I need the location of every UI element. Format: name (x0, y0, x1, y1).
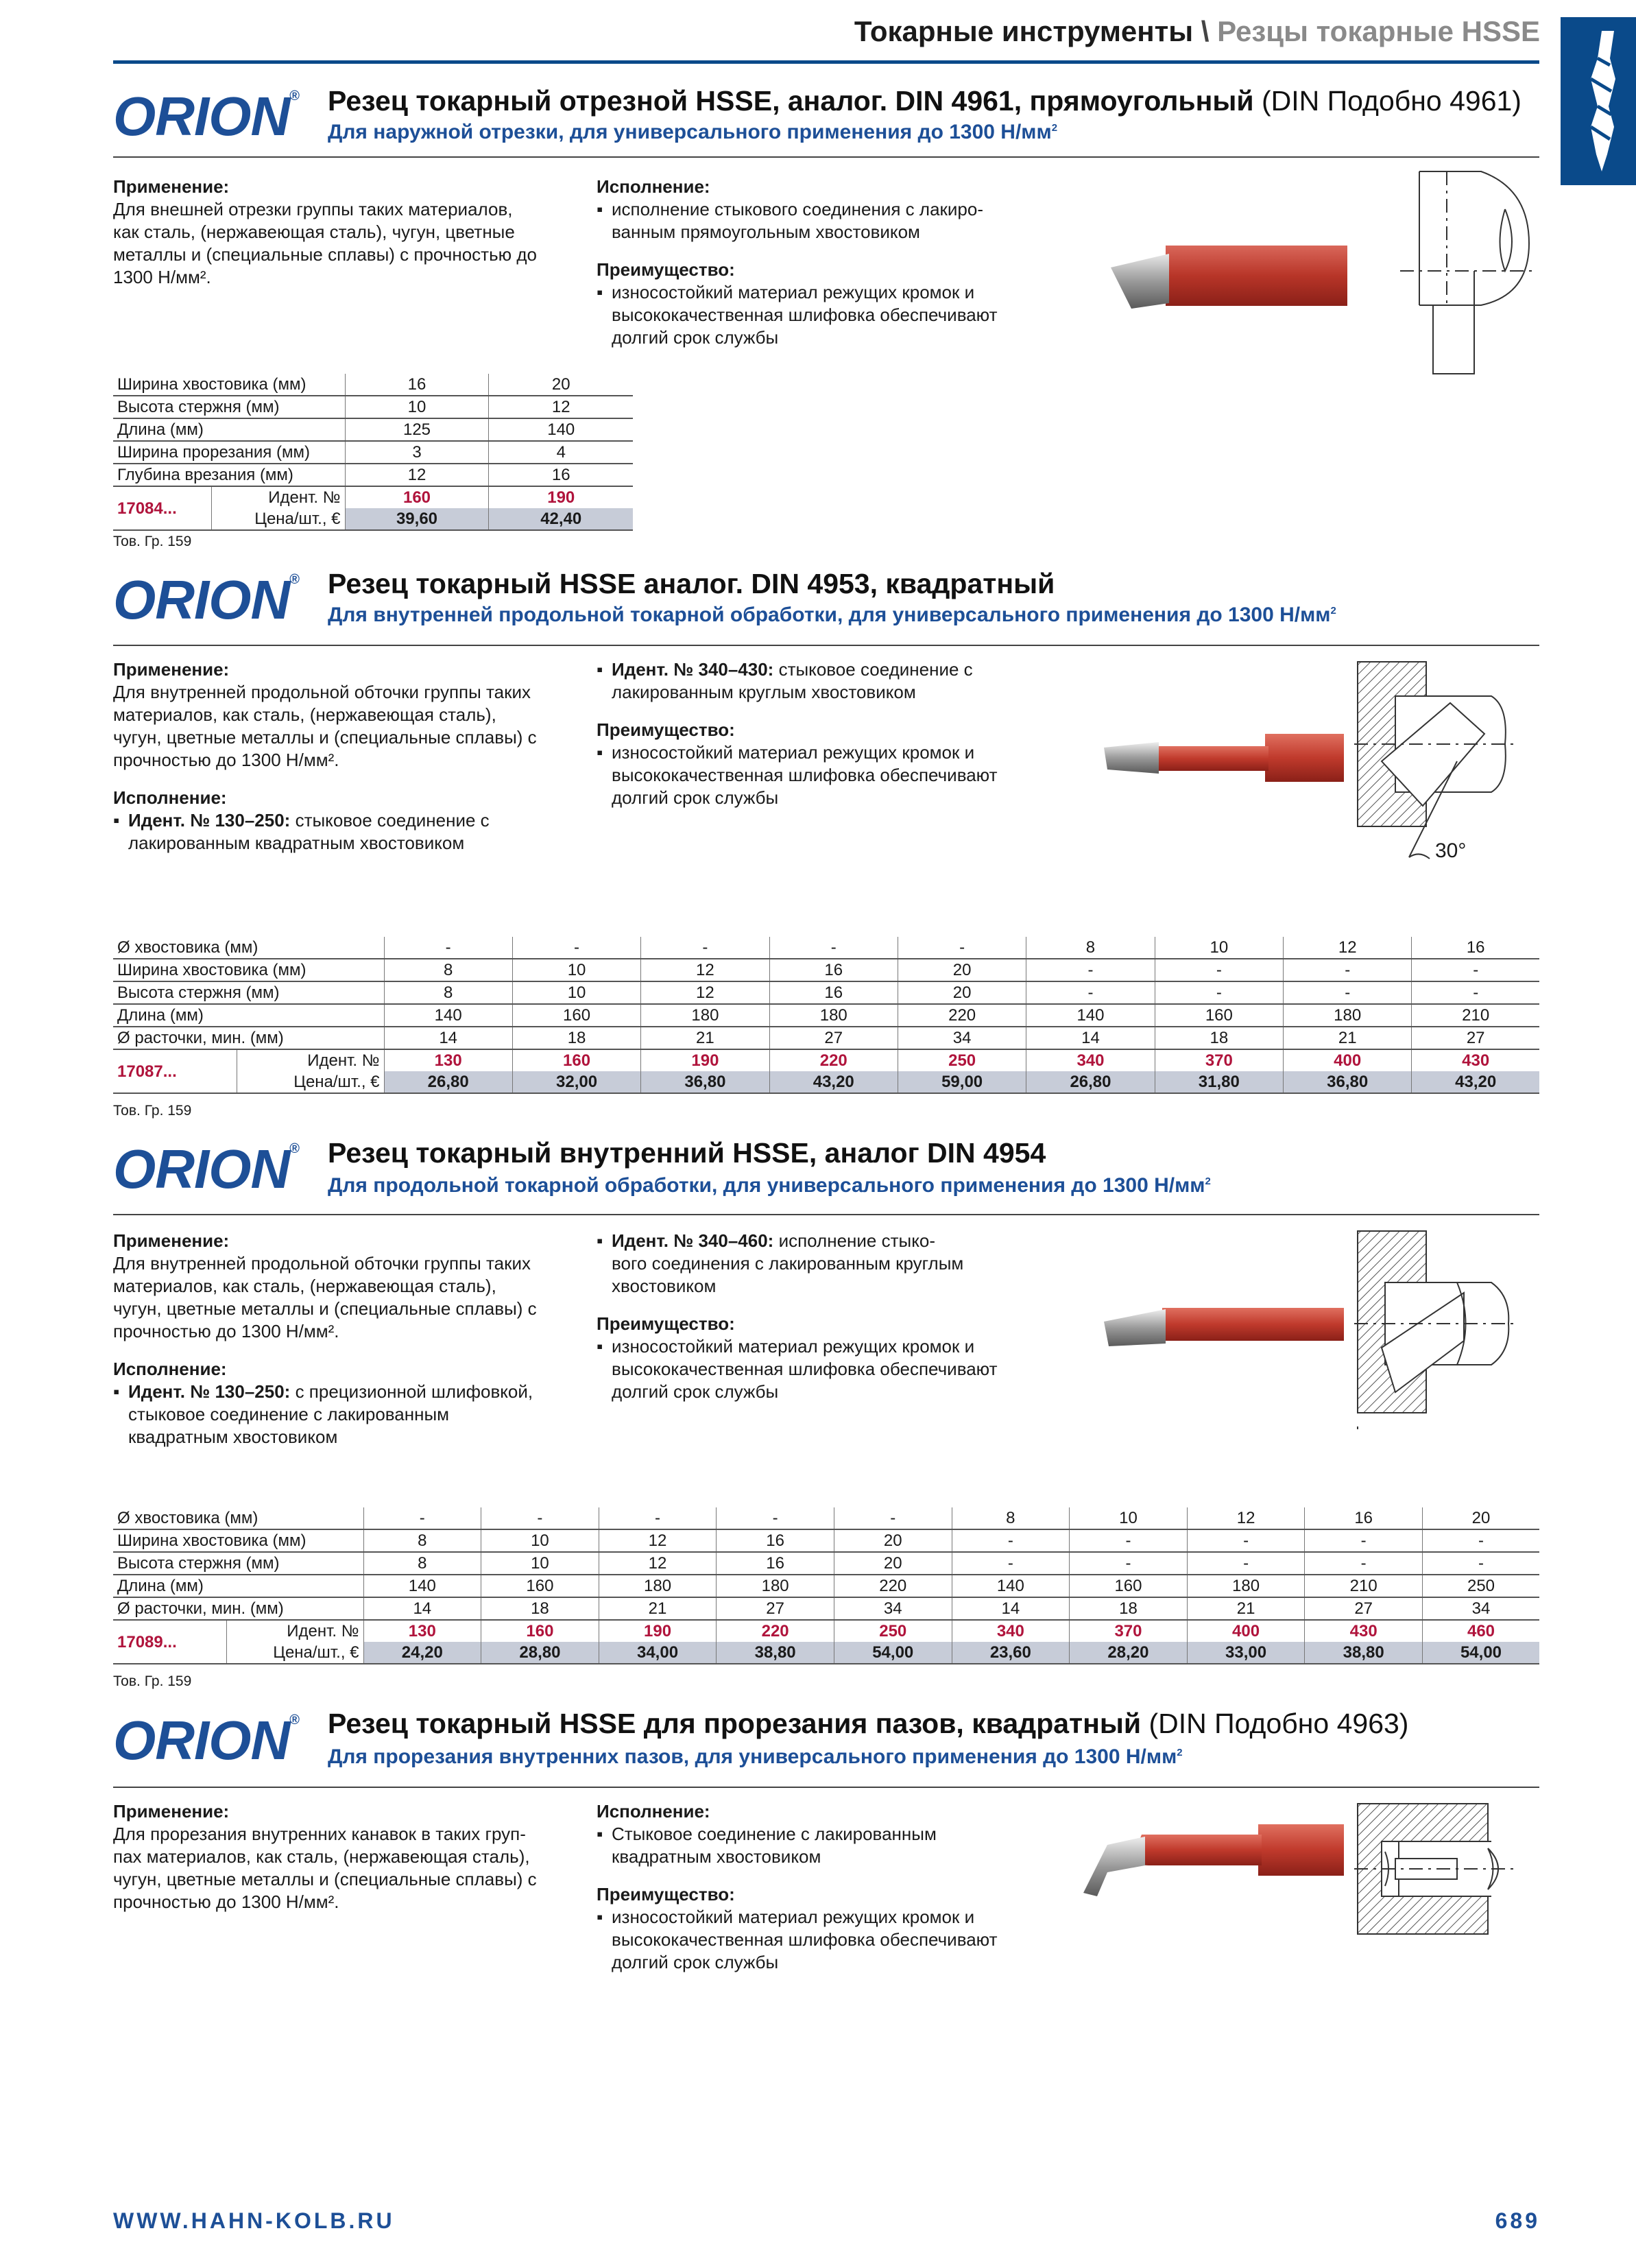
application-block: Применение: Для внутренней продольной обточки группы таких материалов, как сталь, (нержавеющая сталь), чугун, цветные металлы и (специальные сплавы) с прочностью до 1300 Н/мм². Исполнение: ▪ Идент. № 130–250: стыковое соединение с лакированным квадратным хвостовиком (113, 658, 593, 855)
table-row: Глубина врезания (мм) 12 16 (113, 464, 633, 486)
inner-diagram (1354, 1228, 1519, 1433)
inner-tool-image (1100, 1300, 1347, 1368)
parting-tool-image (1104, 240, 1351, 315)
id-row: 17089... Идент. № 130 160 190 220 250 340 370 400 430 460 (113, 1620, 1539, 1642)
table-row: Ширина хвостовика (мм) 8 10 12 16 20 - - - - - (113, 1529, 1539, 1552)
price-row: Цена/шт., € 26,80 32,00 36,80 43,20 59,00 26,80 31,80 36,80 43,20 (113, 1071, 1539, 1093)
execution-block: Исполнение: ▪ исполнение стыкового соединения с лакиро- ванным прямоугольным хвостовиком Преимущество: ▪ износостойкий материал режущих кромок и высококачественная шлифовка обеспечивают долгий срок службы (597, 176, 1076, 349)
angle-label: 30° (1435, 839, 1467, 862)
section-title: Резец токарный внутренний HSSE, аналог DIN 4954 (328, 1137, 1046, 1169)
brand-logo: ORION® (113, 86, 299, 147)
boring-tool-image (1100, 727, 1347, 796)
spec-table-17084 (113, 374, 633, 531)
table-row: Длина (мм) 125 140 (113, 418, 633, 441)
execution-block: Исполнение: ▪ Стыковое соединение с лакированным квадратным хвостовиком Преимущество: ▪ износостойкий материал режущих кромок и высококачественная шлифовка обеспечивают долгий срок службы (597, 1800, 1076, 1974)
footer-url[interactable]: WWW.HAHN-KOLB.RU (113, 2208, 395, 2233)
side-tab[interactable] (1561, 17, 1636, 185)
section-rule (113, 1214, 1539, 1215)
header-category: Токарные инструменты (854, 15, 1194, 47)
table-row: Ширина хвостовика (мм) 16 20 (113, 374, 633, 396)
id-row: 17087... Идент. № 130 160 190 220 250 340 370 400 430 (113, 1049, 1539, 1071)
boring-diagram (1354, 658, 1519, 871)
table-row: Длина (мм) 140 160 180 180 220 140 160 180 210 (113, 1004, 1539, 1027)
article-code[interactable]: 17087... (113, 1049, 237, 1093)
table-row: Высота стержня (мм) 8 10 12 16 20 - - - - (113, 981, 1539, 1004)
table-row: Ø хвостовика (мм) - - - - - 8 10 12 16 (113, 937, 1539, 959)
section-title: Резец токарный HSSE для прорезания пазов, квадратный (DIN Подобно 4963) (328, 1708, 1409, 1739)
section-subtitle: Для продольной токарной обработки, для универсального применения до 1300 $Н/мм^2$ (328, 1174, 1211, 1197)
price-row: Цена/шт., € 39,60 42,40 (113, 508, 633, 530)
table-row: Высота стержня (мм) 8 10 12 16 20 - - - - - (113, 1552, 1539, 1575)
spec-table-17089 (113, 1507, 1539, 1664)
section-rule (113, 645, 1539, 646)
product-group: Тов. Гр. 159 (113, 534, 192, 549)
table-row: Ширина хвостовика (мм) 8 10 12 16 20 - - - - (113, 959, 1539, 981)
page-header (854, 15, 1540, 48)
brand-logo: ORION® (113, 1138, 299, 1199)
id-row: 17084... Идент. № 160 190 (113, 486, 633, 508)
application-block: Применение: Для внутренней продольной обточки группы таких материалов, как сталь, (нержавеющая сталь), чугун, цветные металлы и (специальные сплавы) с прочностью до 1300 Н/мм². Исполнение: ▪ Идент. № 130–250: с прецизионной шлифовкой, стыковое соединение с лакированным квадратным хвостовиком (113, 1230, 593, 1448)
section-title: Резец токарный HSSE аналог. DIN 4953, квадратный (328, 568, 1055, 599)
execution-right-block: ▪ Идент. № 340–460: исполнение стыко- вого соединения с лакированным круглым хвостовиком Преимущество: ▪ износостойкий материал режущих кромок и высококачественная шлифовка обеспечивают долгий срок службы (597, 1230, 1076, 1403)
article-code[interactable]: 17089... (113, 1620, 226, 1664)
table-row: Ø расточки, мин. (мм) 14 18 21 27 34 14 18 21 27 (113, 1027, 1539, 1049)
product-group: Тов. Гр. 159 (113, 1103, 192, 1119)
section-rule (113, 156, 1539, 158)
section-subtitle: Для прорезания внутренних пазов, для универсального применения до 1300 $Н/мм^2$ (328, 1745, 1183, 1768)
application-block: Применение: Для прорезания внутренних канавок в таких груп- пах материалов, как сталь, (нержавеющая сталь), чугун, цветные металлы и (специальные сплавы) с прочностью до 1300 Н/мм². (113, 1801, 537, 1912)
header-separator: \ (1201, 15, 1210, 47)
price-row: Цена/шт., € 24,20 28,80 34,00 38,80 54,00 23,60 28,20 33,00 38,80 54,00 (113, 1642, 1539, 1664)
table-row: Ø хвостовика (мм) - - - - - 8 10 12 16 20 (113, 1507, 1539, 1529)
parting-diagram (1399, 168, 1536, 381)
grooving-tool-image (1080, 1817, 1347, 1907)
grooving-diagram (1354, 1800, 1519, 1937)
application-block: Применение: Для внешней отрезки группы таких материалов, как сталь, (нержавеющая сталь), чугун, цветные металлы и (специальные сплавы) с прочностью до 1300 Н/мм². (113, 176, 537, 287)
table-row: Высота стержня (мм) 10 12 (113, 396, 633, 418)
table-row: Длина (мм) 140 160 180 180 220 140 160 180 210 250 (113, 1575, 1539, 1597)
execution-right-block: ▪ Идент. № 340–430: стыковое соединение с лакированным круглым хвостовиком Преимущество: ▪ износостойкий материал режущих кромок и высококачественная шлифовка обеспечивают долгий срок службы (597, 658, 1076, 809)
article-code[interactable]: 17084... (113, 486, 211, 530)
section-subtitle: Для внутренней продольной токарной обработки, для универсального применения до 1300 $Н/мм^2$ (328, 604, 1336, 626)
brand-logo: ORION® (113, 569, 299, 630)
table-row: Ø расточки, мин. (мм) 14 18 21 27 34 14 18 21 27 34 (113, 1597, 1539, 1620)
header-subcategory: Резцы токарные HSSE (1217, 15, 1540, 47)
product-group: Тов. Гр. 159 (113, 1673, 192, 1689)
brand-logo: ORION® (113, 1710, 299, 1771)
section-rule (113, 1787, 1539, 1788)
spec-table-17087 (113, 937, 1539, 1094)
section-title: Резец токарный отрезной HSSE, аналог. DIN 4961, прямоугольный (DIN Подобно 4961) (328, 85, 1521, 117)
drill-icon (1561, 17, 1636, 185)
page-number: 689 (1495, 2208, 1540, 2233)
table-row: Ширина прорезания (мм) 3 4 (113, 441, 633, 464)
header-rule (113, 60, 1539, 64)
section-subtitle: Для наружной отрезки, для универсального применения до 1300 $Н/мм^2$ (328, 121, 1058, 143)
